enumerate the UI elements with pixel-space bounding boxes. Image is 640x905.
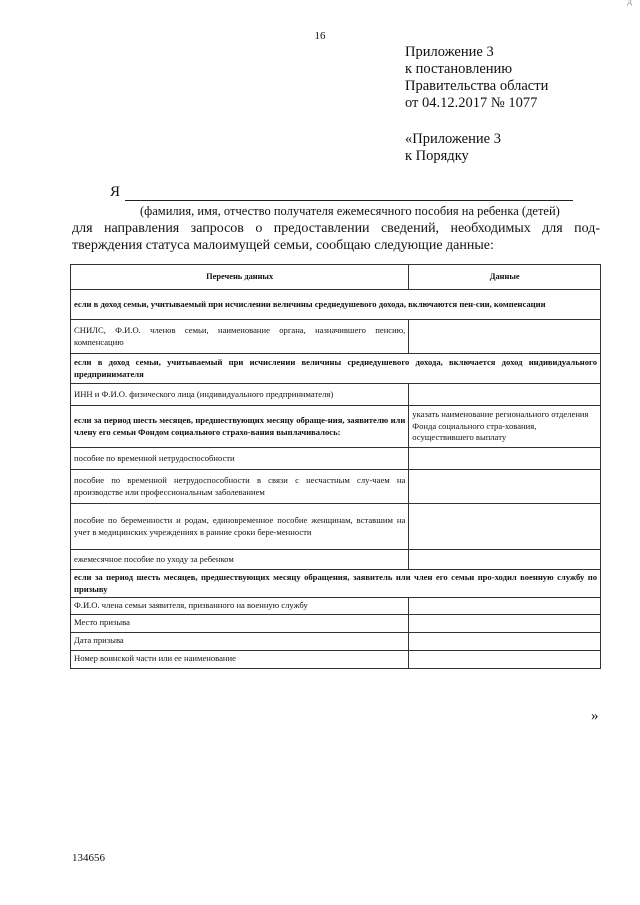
appendix-sub-line: к Порядку <box>405 148 469 164</box>
header-cell-data: Данные <box>409 265 601 290</box>
name-fill-caption: (фамилия, имя, отчество получателя ежемесячного пособия на ребенка (детей) <box>140 204 560 218</box>
name-fill-line <box>125 200 573 201</box>
table-header-row <box>71 265 601 290</box>
intro-paragraph <box>72 220 600 254</box>
header-cell-list: Перечень данных <box>71 265 409 290</box>
intro-line: для направления запросов о предоставлении сведений, необходимых для под- <box>72 221 600 236</box>
appendix-header <box>405 44 548 112</box>
data-value-cell[interactable] <box>409 384 601 406</box>
table-row <box>71 614 601 632</box>
section-header-cell: если в доход семьи, учитываемый при исчислении величины среднедушевого дохода, включаются пен-сии, компенсации <box>71 290 601 320</box>
section-header-cell: если в доход семьи, учитываемый при исчислении величины среднедушевого дохода, включается доход индивидуального предпринимателя <box>71 354 601 384</box>
data-value-cell[interactable] <box>409 614 601 632</box>
table-row <box>71 354 601 384</box>
data-label-cell: СНИЛС, Ф.И.О. членов семьи, наименование органа, назначившего пенсию, компенсацию <box>71 320 409 354</box>
data-label-cell: Ф.И.О. члена семьи заявителя, призванного на военную службу <box>71 598 409 615</box>
data-label-cell: пособие по беременности и родам, единовременное пособие женщинам, вставшим на учет в медицинских учреждениях в ранние сроки бере-менности <box>71 504 409 550</box>
table-row <box>71 632 601 650</box>
table-body <box>71 290 601 669</box>
appendix-header-line: от 04.12.2017 № 1077 <box>405 95 538 111</box>
data-table <box>70 264 601 669</box>
appendix-header-line: Правительства области <box>405 78 549 94</box>
page-number: 16 <box>314 30 326 42</box>
data-label-cell: Номер воинской части или ее наименование <box>71 650 409 668</box>
appendix-header-line: Приложение 3 <box>405 44 494 60</box>
data-value-cell[interactable] <box>409 550 601 570</box>
table-row <box>71 406 601 448</box>
data-value-cell[interactable] <box>409 470 601 504</box>
ya-label: Я <box>110 184 121 200</box>
table-row <box>71 448 601 470</box>
table-row <box>71 320 601 354</box>
intro-line: тверждения статуса малоимущей семьи, сообщаю следующие данные: <box>72 238 494 253</box>
table-row <box>71 384 601 406</box>
closing-quote: » <box>591 708 599 724</box>
data-label-cell: Место призыва <box>71 614 409 632</box>
data-label-cell: ежемесячное пособие по уходу за ребенком <box>71 550 409 570</box>
data-label-cell: если за период шесть месяцев, предшествующих месяцу обраще-ния, заявителю или члену его семьи Фондом социального страхо-вания выплачивалось: <box>71 406 409 448</box>
data-value-cell[interactable] <box>409 650 601 668</box>
table-row <box>71 470 601 504</box>
data-value-cell[interactable] <box>409 320 601 354</box>
appendix-sub-line: «Приложение 3 <box>405 131 501 147</box>
document-code: 134656 <box>72 852 105 864</box>
table-row <box>71 650 601 668</box>
data-value-cell[interactable] <box>409 504 601 550</box>
corner-mark: д <box>627 0 632 6</box>
table-row <box>71 290 601 320</box>
appendix-sub-header <box>405 131 501 165</box>
data-value-cell[interactable] <box>409 448 601 470</box>
data-value-cell[interactable] <box>409 632 601 650</box>
table-row <box>71 570 601 598</box>
data-label-cell: пособие по временной нетрудоспособности в связи с несчастным слу-чаем на производстве или профессиональным заболеванием <box>71 470 409 504</box>
table-row <box>71 598 601 615</box>
table-row <box>71 504 601 550</box>
data-label-cell: Дата призыва <box>71 632 409 650</box>
data-label-cell: пособие по временной нетрудоспособности <box>71 448 409 470</box>
section-header-cell: если за период шесть месяцев, предшествующих месяцу обращения, заявитель или член его семьи про-ходил военную службу по призыву <box>71 570 601 598</box>
data-value-cell[interactable]: указать наименование регионального отделения Фонда социального стра-хования, осуществившего выплату <box>409 406 601 448</box>
table-row <box>71 550 601 570</box>
data-label-cell: ИНН и Ф.И.О. физического лица (индивидуального предпринимателя) <box>71 384 409 406</box>
appendix-header-line: к постановлению <box>405 61 513 77</box>
data-value-cell[interactable] <box>409 598 601 615</box>
